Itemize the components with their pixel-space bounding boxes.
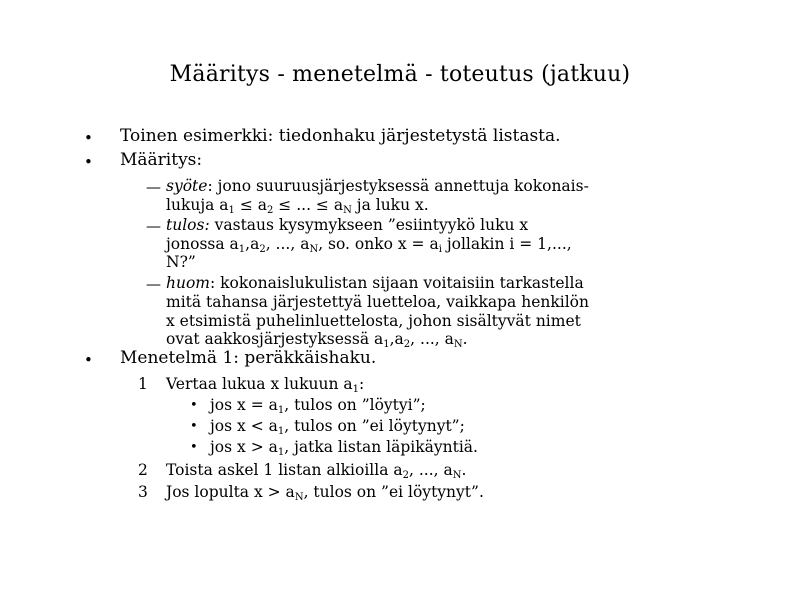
step-number: 2 [138, 461, 148, 479]
tulos-line-3: N?” [166, 253, 196, 271]
huom-line-3: x etsimistä puhelinluettelosta, johon sisältyvät nimet [166, 312, 581, 330]
huom-line-4: ovat aakkosjärjestyksessä $a_1,a_2$, ..., $a_N$. [166, 330, 468, 350]
bullet-icon: • [84, 153, 93, 171]
dash-icon: — [146, 217, 161, 235]
tulos-label: tulos: [166, 216, 210, 234]
step-1-case-greater: jos $x > a_1$, jatka listan läpikäyntiä. [210, 438, 478, 458]
step-number: 3 [138, 483, 148, 501]
step-3: Jos lopulta $x > a_N$, tulos on ”ei löytynyt”. [166, 483, 484, 503]
sub-bullet-icon: • [190, 398, 198, 413]
sub-bullet-icon: • [190, 419, 198, 434]
huom-label: huom [166, 274, 210, 292]
huom-line-2: mitä tahansa järjestettyä luetteloa, vaikkapa henkilön [166, 293, 589, 311]
syote-line-1: syöte: jono suuruusjärjestyksessä annettuja kokonais- [166, 177, 589, 195]
step-1: Vertaa lukua x lukuun $a_1$: [166, 375, 365, 395]
slide-title: Määritys - menetelmä - toteutus (jatkuu) [169, 62, 631, 87]
dash-icon: — [146, 275, 161, 293]
syote-line-2: lukuja $a_1 \le a_2$ ≤ ... ≤ $a_N$ ja luku x. [166, 196, 429, 216]
syote-label: syöte [166, 177, 208, 195]
step-number: 1 [138, 375, 148, 393]
step-1-case-less: jos $x < a_1$, tulos on ”ei löytynyt”; [210, 417, 465, 437]
bullet-icon: • [84, 129, 93, 147]
tulos-line-1: tulos: vastaus kysymykseen ”esiintyykö luku x [166, 216, 529, 234]
sub-bullet-icon: • [190, 440, 198, 455]
step-1-case-equal: jos $x = a_1$, tulos on ”löytyi”; [210, 396, 426, 416]
bullet-item-example: Toinen esimerkki: tiedonhaku järjestetystä listasta. [120, 126, 561, 146]
step-2: Toista askel 1 listan alkioilla $a_2$, ..., $a_N$. [166, 461, 467, 481]
dash-icon: — [146, 178, 161, 196]
bullet-item-menetelma: Menetelmä 1: peräkkäishaku. [120, 348, 377, 368]
tulos-line-2: jonossa $a_1,a_2$, ..., $a_N$, so. onko $x = a_i$ jollakin i = 1,..., [166, 235, 572, 255]
huom-line-1: huom: kokonaislukulistan sijaan voitaisiin tarkastella [166, 274, 584, 292]
bullet-item-maaritys: Määritys: [120, 150, 203, 170]
bullet-icon: • [84, 351, 93, 369]
